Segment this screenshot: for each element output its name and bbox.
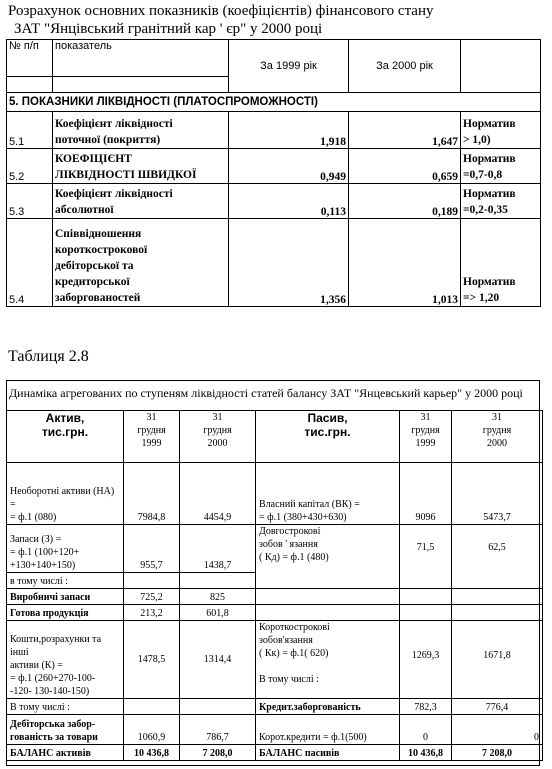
value-1999: 0,949 xyxy=(229,149,349,184)
balance-total-row xyxy=(7,745,543,761)
row-norm: Норматив =0,2-0,35 xyxy=(461,184,541,219)
pasiv-1999 xyxy=(400,589,452,605)
aktiv-1999: 955,7 xyxy=(124,525,180,573)
table1-header-row xyxy=(7,40,541,77)
header-date-1999: 31 грудня 1999 xyxy=(400,411,452,463)
aktiv-label: Запаси (З) = = ф.1 (100+120+ +130+140+150) xyxy=(7,525,124,573)
table-row xyxy=(7,112,541,149)
section-title: 5. ПОКАЗНИКИ ЛІКВІДНОСТІ (ПЛАТОСПРОМОЖНОСТІ) xyxy=(7,93,541,112)
row-no: 5.1 xyxy=(7,112,53,149)
table2-header-row xyxy=(7,411,543,463)
row-name: Коефіцієнт ліквідності абсолютної xyxy=(53,184,229,219)
pasiv-1999: 0 xyxy=(400,715,452,745)
table-row xyxy=(7,463,543,525)
pasiv-note: В тому числі : xyxy=(259,674,319,685)
section-row xyxy=(7,93,541,112)
header-spacer xyxy=(7,77,53,93)
value-1999: 0,113 xyxy=(229,184,349,219)
pasiv-2000: 776,4 xyxy=(452,699,543,715)
pasiv-label xyxy=(256,605,400,621)
value-1999: 1,918 xyxy=(229,112,349,149)
balance-liquidity-table xyxy=(6,410,543,761)
pasiv-2000: 0 xyxy=(452,715,543,745)
aktiv-2000: 7 208,0 xyxy=(180,745,256,761)
aktiv-1999: 213,2 xyxy=(124,605,180,621)
aktiv-label: Кошти,розрахунки та інші активи (К) = = ф.1 (260+270-100- -120- 130-140-150) xyxy=(7,621,124,699)
aktiv-2000: 1314,4 xyxy=(180,621,256,699)
row-name: КОЕФІЦІЄНТ ЛІКВІДНОСТІ ШВИДКОЇ xyxy=(53,149,229,184)
table2-title: Динаміка агрегованих по ступеням ліквідності статей балансу ЗАТ "Янцевський карьер" у 2000 році xyxy=(9,386,523,400)
header-indicator: показатель xyxy=(53,40,229,77)
header-date-1999: 31 грудня 1999 xyxy=(124,411,180,463)
aktiv-2000: 1438,7 xyxy=(180,525,256,573)
pasiv-2000 xyxy=(452,589,543,605)
table-row xyxy=(7,184,541,219)
header-aktiv: Актив, тис.грн. xyxy=(7,411,124,463)
pasiv-label: Довгострокові зобов ' язання ( Кд) = ф.1 (480) xyxy=(256,525,400,589)
pasiv-2000 xyxy=(452,605,543,621)
pasiv-label: Корот.кредити = ф.1(500) xyxy=(256,715,400,745)
pasiv-label xyxy=(256,589,400,605)
table-row xyxy=(7,219,541,307)
header-date-2000: 31 грудня 2000 xyxy=(180,411,256,463)
aktiv-label: в тому числі : xyxy=(7,573,124,589)
pasiv-2000: 7 208,0 xyxy=(452,745,543,761)
aktiv-label: В тому числі : xyxy=(7,699,124,715)
aktiv-1999: 1478,5 xyxy=(124,621,180,699)
header-1999: За 1999 рік xyxy=(229,40,349,93)
aktiv-1999: 1060,9 xyxy=(124,715,180,745)
aktiv-2000: 4454,9 xyxy=(180,463,256,525)
header-pasiv: Пасив, тис.грн. xyxy=(256,411,400,463)
row-name: Співвідношення короткострокової дебіторської та кредиторської заборгованостей xyxy=(53,219,229,307)
table-row xyxy=(7,589,543,605)
table-row xyxy=(7,149,541,184)
pasiv-1999: 9096 xyxy=(400,463,452,525)
row-name: Коефіцієнт ліквідності поточної (покриття) xyxy=(53,112,229,149)
aktiv-2000 xyxy=(180,699,256,715)
aktiv-1999: 725,2 xyxy=(124,589,180,605)
report-title-line2: ЗАТ "Янцівський гранітний кар ' єр" у 2000 році xyxy=(14,21,323,37)
pasiv-1999: 10 436,8 xyxy=(400,745,452,761)
aktiv-2000: 786,7 xyxy=(180,715,256,745)
pasiv-2000: 62,5 xyxy=(452,525,543,589)
pasiv-1999 xyxy=(400,605,452,621)
pasiv-1999: 782,3 xyxy=(400,699,452,715)
value-2000: 0,659 xyxy=(349,149,461,184)
table-row xyxy=(7,715,543,745)
pasiv-2000: 5473,7 xyxy=(452,463,543,525)
pasiv-label: Власний капітал (ВК) = = ф.1 (380+430+630) xyxy=(256,463,400,525)
row-norm: Норматив =0,7-0,8 xyxy=(461,149,541,184)
table-row xyxy=(7,605,543,621)
header-norm xyxy=(461,40,541,93)
table-caption: Таблиця 2.8 xyxy=(8,348,89,365)
table-row xyxy=(7,699,543,715)
pasiv-1999: 1269,3 xyxy=(400,621,452,699)
aktiv-label: Необоротні активи (НА) = = ф.1 (080) xyxy=(7,463,124,525)
aktiv-label: БАЛАНС активів xyxy=(7,745,124,761)
aktiv-label: Дебіторська забор- гованість за товари xyxy=(7,715,124,745)
header-no: № п/п xyxy=(7,40,53,77)
header-date-2000: 31 грудня 2000 xyxy=(452,411,543,463)
pasiv-1999: 71,5 xyxy=(400,525,452,589)
value-2000: 1,647 xyxy=(349,112,461,149)
row-no: 5.3 xyxy=(7,184,53,219)
value-2000: 0,189 xyxy=(349,184,461,219)
aktiv-2000: 825 xyxy=(180,589,256,605)
header-spacer xyxy=(53,77,229,93)
value-1999: 1,356 xyxy=(229,219,349,307)
pasiv-label: Кредит.заборгованість xyxy=(256,699,400,715)
row-norm: Норматив => 1,20 xyxy=(461,219,541,307)
header-2000: За 2000 рік xyxy=(349,40,461,93)
row-norm: Норматив > 1,0) xyxy=(461,112,541,149)
aktiv-1999 xyxy=(124,699,180,715)
aktiv-2000: 601,8 xyxy=(180,605,256,621)
aktiv-label: Готова продукція xyxy=(7,605,124,621)
report-title-line1: Розрахунок основних показників (коефіцієнтів) фінансового стану xyxy=(8,3,434,19)
table-row xyxy=(7,525,543,573)
aktiv-1999: 7984,8 xyxy=(124,463,180,525)
aktiv-1999 xyxy=(124,573,180,589)
row-no: 5.4 xyxy=(7,219,53,307)
pasiv-label: Короткострокові зобов'язання ( Кк) = ф.1( 620) В тому числі : xyxy=(256,621,400,699)
row-no: 5.2 xyxy=(7,149,53,184)
pasiv-2000: 1671,8 xyxy=(452,621,543,699)
pasiv-label: БАЛАНС пасивів xyxy=(256,745,400,761)
liquidity-indicators-table xyxy=(6,39,541,307)
aktiv-2000 xyxy=(180,573,256,589)
aktiv-1999: 10 436,8 xyxy=(124,745,180,761)
table-row xyxy=(7,621,543,699)
aktiv-label: Виробничі запаси xyxy=(7,589,124,605)
value-2000: 1,013 xyxy=(349,219,461,307)
